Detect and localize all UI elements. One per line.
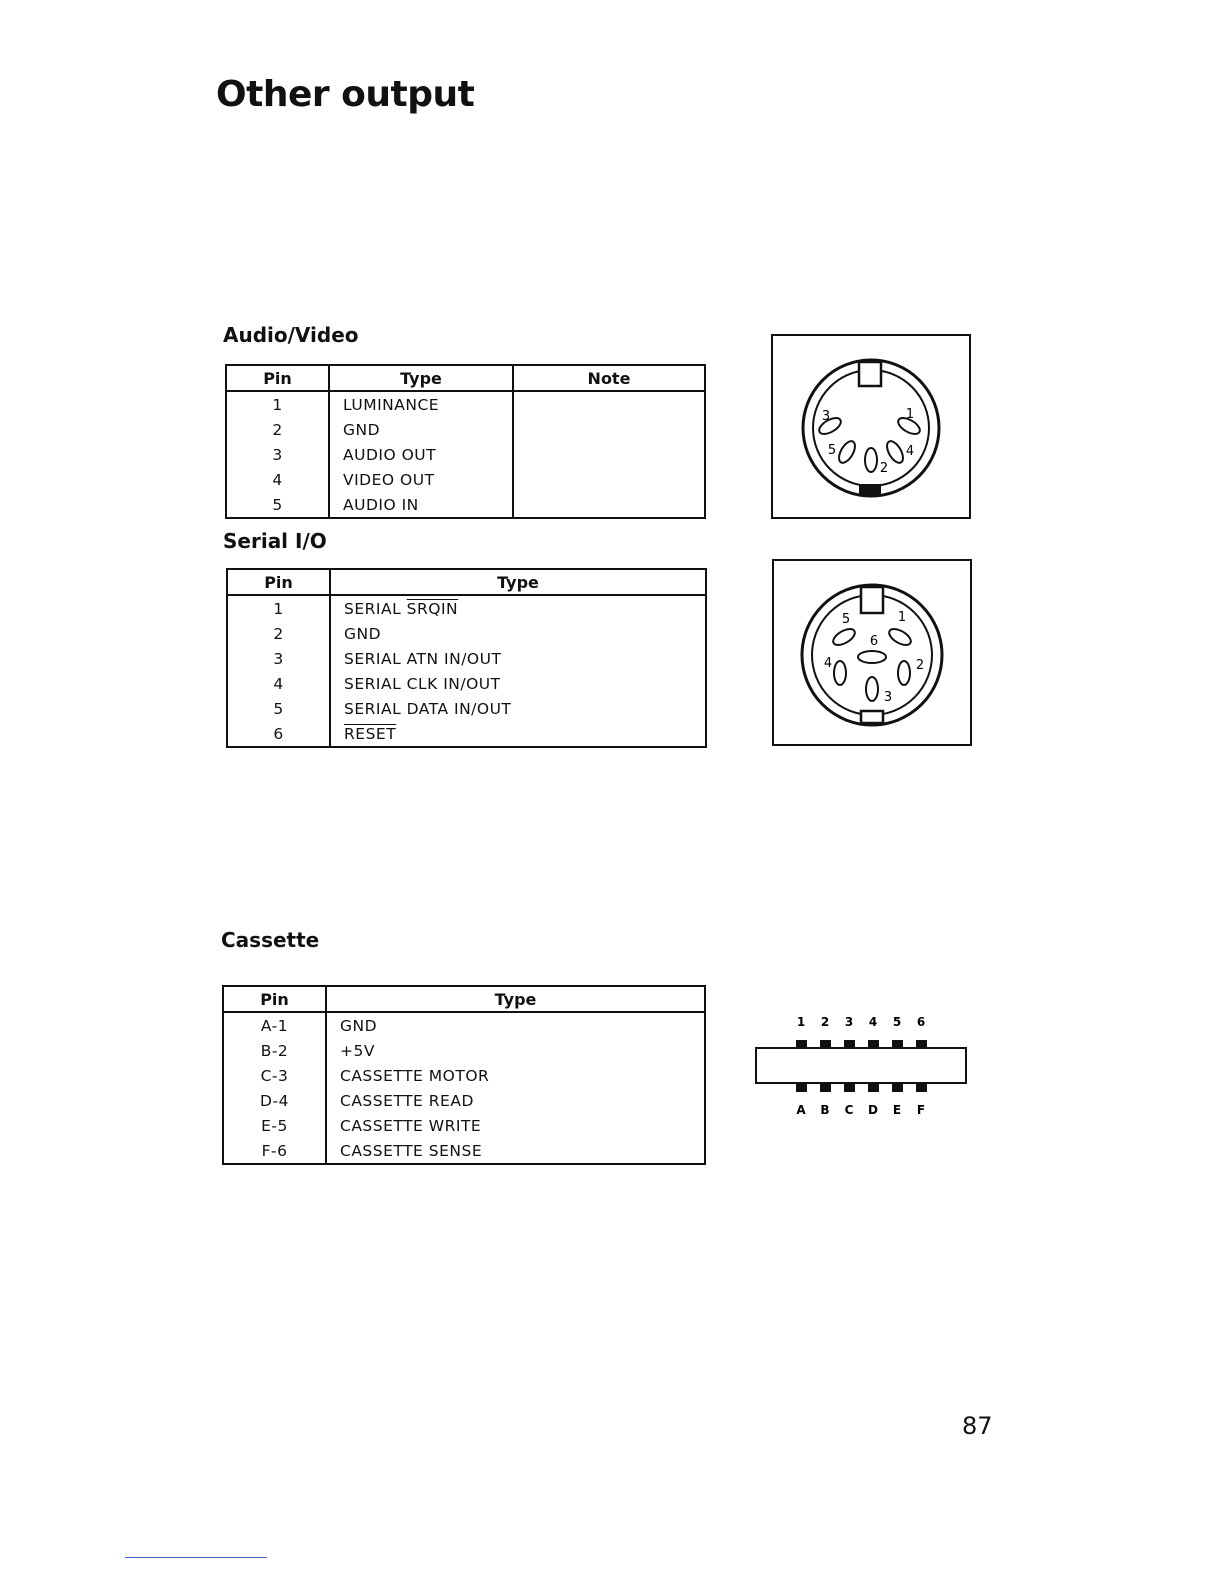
table-row [223,1138,705,1164]
type-cell: VIDEO OUT [343,470,435,489]
pin-cell: B-2 [223,1038,326,1063]
table-row [223,1113,705,1138]
table-row [227,621,706,646]
page-title: Other output [216,74,475,115]
table-header-row [227,569,706,595]
type-cell: AUDIO OUT [343,445,437,464]
table-row [227,696,706,721]
pin-label: 3 [821,409,831,424]
page-number: 87 [962,1412,993,1440]
pin-label: 1 [905,407,915,422]
type-cell: LUMINANCE [343,395,440,414]
pin-label: 4 [905,444,915,459]
footer-divider [125,1557,267,1558]
pin-cell: 1 [226,391,329,417]
serial-io-table [226,568,707,748]
pin-cell: A-1 [223,1012,326,1038]
pin-cell: 5 [227,696,330,721]
type-cell: GND [340,1016,378,1035]
pin-cell: F-6 [223,1138,326,1164]
pin-cell: 6 [227,721,330,747]
pin-cell: 3 [227,646,330,671]
type-cell [330,595,706,621]
type-text-active-low: RESET [344,724,397,743]
type-cell: +5V [340,1041,375,1060]
type-cell: CASSETTE WRITE [340,1116,482,1135]
table-header-row [226,365,705,391]
cassette-edge-connector-diagram [752,1008,972,1120]
type-column-header: Type [326,986,705,1012]
pin-column-header: Pin [226,365,329,391]
pin-label: B [820,1103,830,1117]
pin-label: A [796,1103,806,1117]
pin-cell: 5 [226,492,329,518]
pin-label: 2 [915,658,925,673]
pin-label: 5 [841,612,851,627]
din6-connector-icon [774,561,970,744]
table-row [223,1063,705,1088]
pin-cell: D-4 [223,1088,326,1113]
type-cell [330,696,706,721]
pin-column-header: Pin [223,986,326,1012]
pin-label: 2 [820,1015,830,1029]
audio-video-heading: Audio/Video [223,323,359,347]
table-row [226,391,705,417]
pin-label: 6 [869,634,879,649]
table-row [227,671,706,696]
type-cell [330,721,706,747]
cassette-table [222,985,706,1165]
table-row [227,721,706,747]
pin-cell: 1 [227,595,330,621]
pin-label: 6 [916,1015,926,1029]
pin-label: 3 [844,1015,854,1029]
audio-video-connector-diagram [771,334,971,519]
din5-connector-icon [773,336,969,517]
table-row [223,1088,705,1113]
pin-cell: C-3 [223,1063,326,1088]
pin-label: 5 [827,443,837,458]
edge-connector-icon [752,1008,972,1120]
table-row [227,646,706,671]
type-cell [330,671,706,696]
type-cell: GND [343,420,381,439]
type-text: GND [344,624,382,643]
pin-column-header: Pin [227,569,330,595]
pin-cell: E-5 [223,1113,326,1138]
pin-label: 1 [897,610,907,625]
pin-label: 1 [796,1015,806,1029]
serial-io-heading: Serial I/O [223,529,327,553]
type-column-header: Type [330,569,706,595]
table-row [227,595,706,621]
table-row [223,1012,705,1038]
pin-label: 4 [823,656,833,671]
type-cell: AUDIO IN [343,495,419,514]
note-column-header: Note [513,365,705,391]
pin-label: E [892,1103,902,1117]
pin-label: 3 [883,690,893,705]
note-cell [513,391,705,518]
audio-video-table [225,364,706,519]
serial-io-connector-diagram [772,559,972,746]
type-cell: CASSETTE READ [340,1091,474,1110]
table-row [223,1038,705,1063]
pin-cell: 2 [227,621,330,646]
type-text: SERIAL CLK IN/OUT [344,674,501,693]
pin-label: 4 [868,1015,878,1029]
type-cell: CASSETTE MOTOR [340,1066,490,1085]
cassette-heading: Cassette [221,928,320,952]
table-header-row [223,986,705,1012]
type-column-header: Type [329,365,513,391]
type-text: SERIAL [344,599,407,618]
type-cell [330,621,706,646]
type-text-active-low: SRQIN [406,599,459,618]
pin-label: 2 [879,461,889,476]
type-text: SERIAL ATN IN/OUT [344,649,502,668]
pin-cell: 3 [226,442,329,467]
type-cell [330,646,706,671]
pin-label: F [916,1103,926,1117]
type-cell: CASSETTE SENSE [340,1141,483,1160]
pin-cell: 4 [227,671,330,696]
pin-label: C [844,1103,854,1117]
pin-label: D [868,1103,878,1117]
pin-cell: 4 [226,467,329,492]
type-text: SERIAL DATA IN/OUT [344,699,512,718]
pin-cell: 2 [226,417,329,442]
pin-label: 5 [892,1015,902,1029]
